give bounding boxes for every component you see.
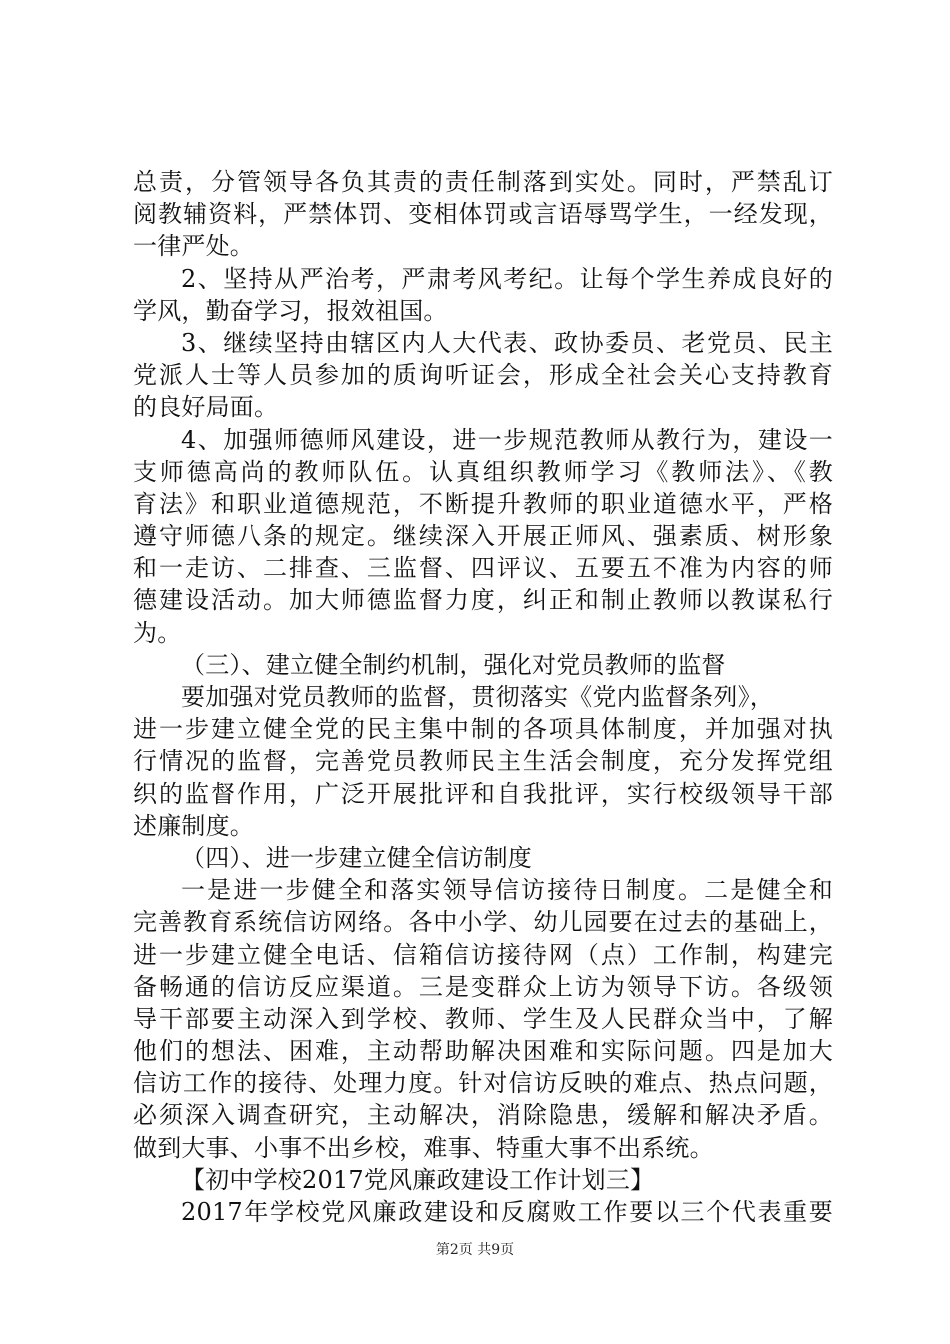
text-line: 2017年学校党风廉政建设和反腐败工作要以三个代表重要 [181, 1198, 833, 1226]
text-line: 党派人士等人员参加的质询听证会，形成全社会关心支持教育 [133, 361, 833, 390]
text-line: 备畅通的信访反应渠道。三是变群众上访为领导下访。各级领 [133, 972, 833, 1001]
text-line: 做到大事、小事不出乡校，难事、特重大事不出系统。 [133, 1133, 714, 1162]
text-line: 要加强对党员教师的监督，贯彻落实《党内监督条列》， [181, 683, 774, 711]
text-line: 织的监督作用，广泛开展批评和自我批评，实行校级领导干部 [133, 779, 833, 808]
text-line: 他们的想法、困难，主动帮助解决困难和实际问题。四是加大 [133, 1037, 833, 1066]
text-line: 一律严处。 [133, 232, 254, 261]
text-line: 3、继续坚持由辖区内人大代表、政协委员、老党员、民主 [181, 328, 833, 357]
text-line: 为。 [133, 618, 182, 647]
text-line: 学风，勤奋学习，报效祖国。 [133, 296, 448, 325]
text-line: 进一步建立健全党的民主集中制的各项具体制度，并加强对执 [133, 715, 833, 744]
text-line: 总责，分管领导各负其责的责任制落到实处。同时，严禁乱订 [133, 168, 833, 196]
page-footer: 第2页 共9页 [435, 1242, 515, 1258]
text-line: 2、坚持从严治考，严肃考风考纪。让每个学生养成良好的 [181, 264, 833, 293]
text-line: 信访工作的接待、处理力度。针对信访反映的难点、热点问题， [133, 1069, 833, 1098]
text-line: 遵守师德八条的规定。继续深入开展正师风、强素质、树形象 [133, 522, 833, 551]
text-line: 4、加强师德师风建设，进一步规范教师从教行为，建设一 [181, 425, 833, 454]
text-line: （三）、建立健全制约机制，强化对党员教师的监督 [181, 650, 726, 679]
text-line: 导干部要主动深入到学校、教师、学生及人民群众当中，了解 [133, 1004, 833, 1033]
text-line: 阅教辅资料，严禁体罚、变相体罚或言语辱骂学生，一经发现， [133, 200, 833, 229]
text-line: 【初中学校2017党风廉政建设工作计划三】 [181, 1165, 655, 1194]
text-line: 必须深入调查研究，主动解决，消除隐患，缓解和解决矛盾。 [133, 1101, 833, 1130]
text-line: 育法》和职业道德规范，不断提升教师的职业道德水平，严格 [133, 489, 833, 518]
document-body [133, 166, 833, 1228]
text-line: 行情况的监督，完善党员教师民主生活会制度，充分发挥党组 [133, 747, 833, 776]
text-line: 完善教育系统信访网络。各中小学、幼儿园要在过去的基础上， [133, 908, 833, 937]
text-line: 支师德高尚的教师队伍。认真组织教师学习《教师法》、《教 [133, 457, 833, 486]
text-line: 德建设活动。加大师德监督力度，纠正和制止教师以教谋私行 [133, 586, 833, 615]
text-line: 一是进一步健全和落实领导信访接待日制度。二是健全和 [181, 876, 833, 905]
text-line: 的良好局面。 [133, 393, 279, 422]
text-line: 进一步建立健全电话、信箱信访接待网（点）工作制，构建完 [133, 940, 833, 969]
text-line: 述廉制度。 [133, 811, 254, 840]
text-line: （四）、进一步建立健全信访制度 [181, 843, 532, 872]
text-line: 和一走访、二排查、三监督、四评议、五要五不准为内容的师 [133, 554, 833, 583]
